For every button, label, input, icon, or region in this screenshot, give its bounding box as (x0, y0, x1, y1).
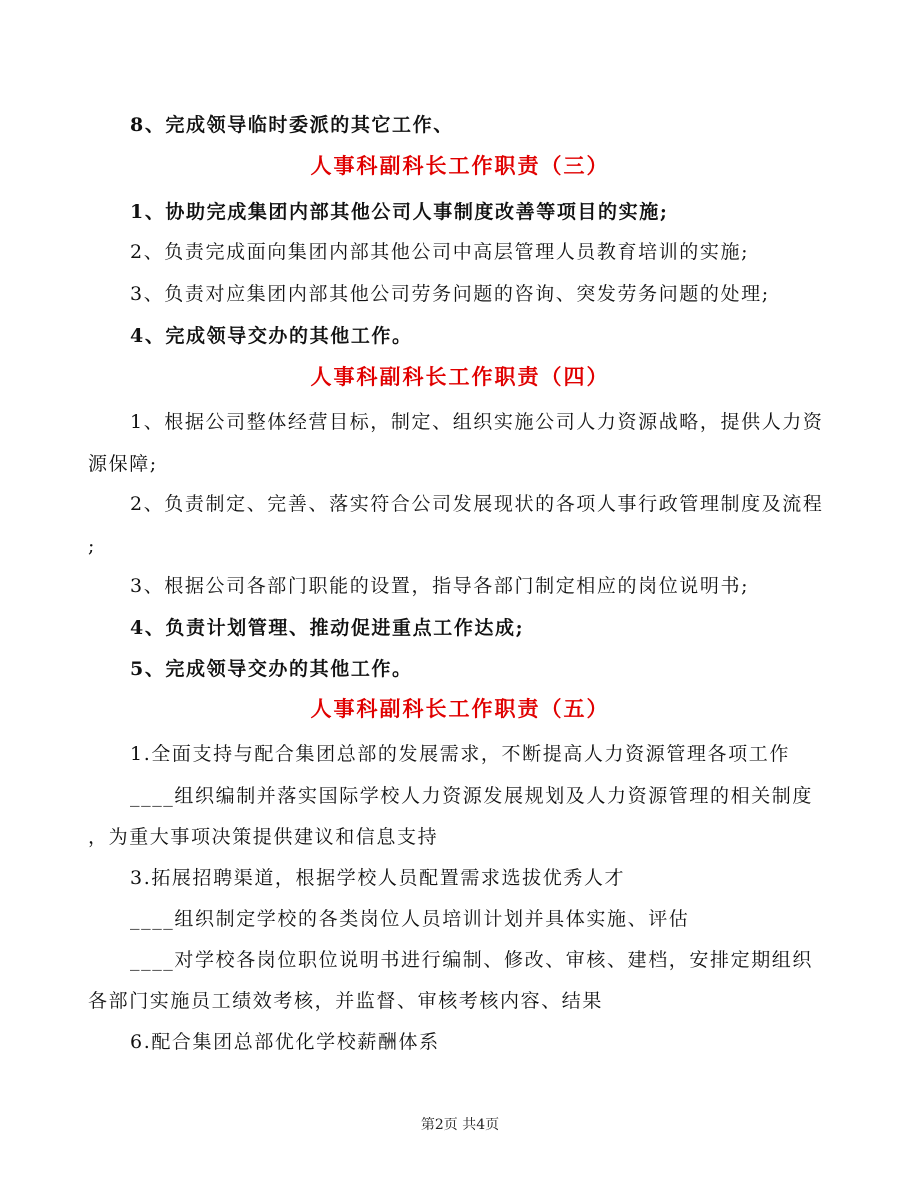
section-title-5: 人事科副科长工作职责（五） (310, 696, 610, 721)
section-title-3: 人事科副科长工作职责（三） (310, 153, 610, 178)
section4-item-2-line-2: ; (88, 535, 97, 557)
section5-item-1: 1.全面支持与配合集团总部的发展需求，不断提高人力资源管理各项工作 (130, 743, 790, 765)
section3-item-1: 1、协助完成集团内部其他公司人事制度改善等项目的实施; (130, 201, 669, 223)
section3-item-3: 3、负责对应集团内部其他公司劳务问题的咨询、突发劳务问题的处理; (130, 283, 770, 305)
section5-item-6: 6.配合集团总部优化学校薪酬体系 (130, 1031, 440, 1053)
section5-item-2-line-1: ____组织编制并落实国际学校人力资源发展规划及人力资源管理的相关制度 (130, 785, 814, 807)
section5-item-2-line-2: ，为重大事项决策提供建议和信息支持 (88, 826, 439, 848)
section4-item-1-line-1: 1、根据公司整体经营目标，制定、组织实施公司人力资源战略，提供人力资 (130, 411, 824, 433)
section4-item-3: 3、根据公司各部门职能的设置，指导各部门制定相应的岗位说明书; (130, 575, 750, 597)
section5-item-4: ____组织制定学校的各类岗位人员培训计划并具体实施、评估 (130, 908, 690, 930)
section5-item-5-line-2: 各部门实施员工绩效考核，并监督、审核考核内容、结果 (88, 990, 604, 1012)
page-footer: 第2页 共4页 (420, 1117, 500, 1133)
section4-item-2-line-1: 2、负责制定、完善、落实符合公司发展现状的各项人事行政管理制度及流程 (130, 493, 824, 515)
section4-item-4: 4、负责计划管理、推动促进重点工作达成; (130, 617, 525, 639)
section5-item-3: 3.拓展招聘渠道，根据学校人员配置需求选拔优秀人才 (130, 867, 626, 889)
section-title-4: 人事科副科长工作职责（四） (310, 364, 610, 389)
section4-item-5: 5、完成领导交办的其他工作。 (130, 658, 413, 680)
section3-item-2: 2、负责完成面向集团内部其他公司中高层管理人员教育培训的实施; (130, 241, 750, 263)
section3-prev-item-8: 8、完成领导临时委派的其它工作、 (130, 114, 454, 136)
section3-item-4: 4、完成领导交办的其他工作。 (130, 325, 413, 347)
section4-item-1-line-2: 源保障; (88, 453, 158, 475)
section5-item-5-line-1: ____对学校各岗位职位说明书进行编制、修改、审核、建档，安排定期组织 (130, 949, 814, 971)
